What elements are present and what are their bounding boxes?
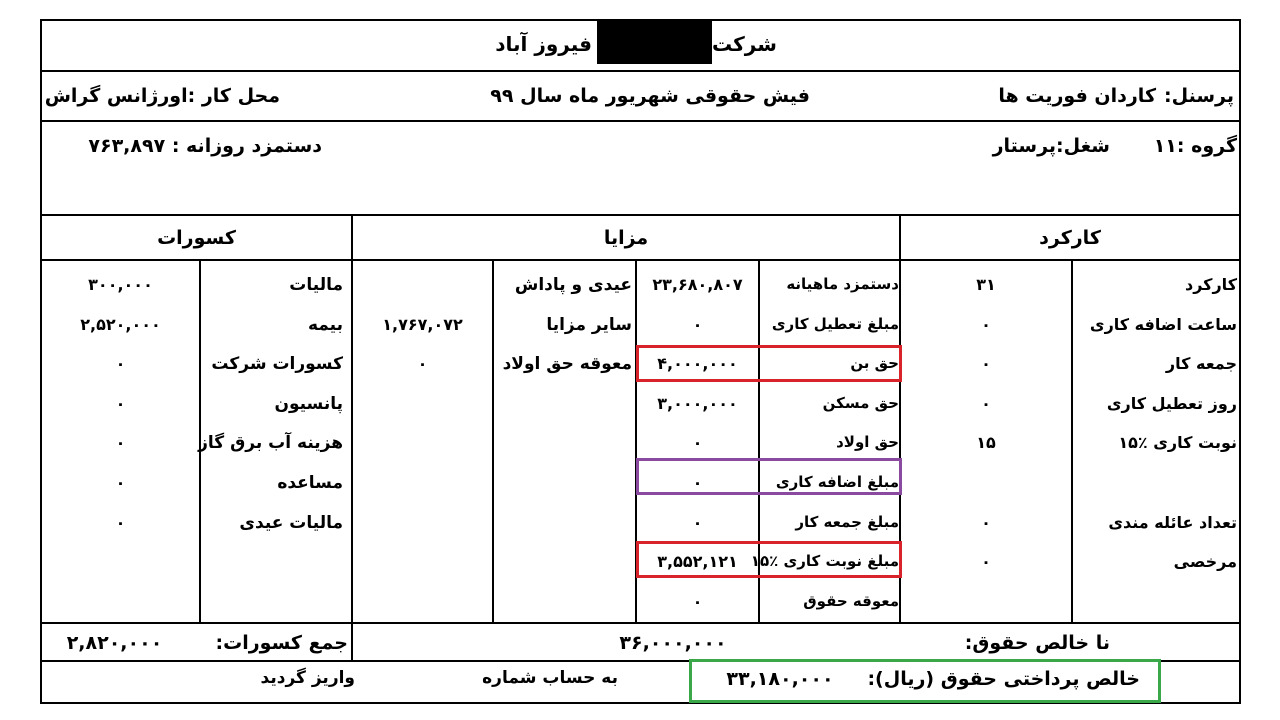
deductions-value: ۲,۸۲۰,۰۰۰ xyxy=(66,632,163,654)
mazaya-b-row-label: سایر مزایا xyxy=(546,314,632,335)
mazaya-a-row-value: ۰ xyxy=(692,591,703,611)
personnel-value: کاردان فوریت ها xyxy=(998,85,1156,107)
deductions-label: جمع کسورات: xyxy=(215,632,348,654)
mazaya-b-row-label: معوقه حق اولاد xyxy=(502,354,632,375)
daily-wage: دستمزد روزانه : ۷۶۳,۸۹۷ xyxy=(88,135,322,157)
kosurat-row-value: ۰ xyxy=(115,393,126,413)
mazaya-a-row-value: ۲۳,۶۸۰,۸۰۷ xyxy=(652,275,743,294)
mazaya-a-row-value: ۰ xyxy=(692,314,703,334)
workplace: محل کار :اورژانس گراش xyxy=(44,85,280,107)
karkard-row-value: ۰ xyxy=(981,512,991,532)
gross-label: نا خالص حقوق: xyxy=(964,632,1110,654)
karkard-row-label: نوبت کاری ٪۱۵ xyxy=(1118,433,1237,453)
kosurat-row-value: ۰ xyxy=(115,473,126,492)
gross-value: ۳۶,۰۰۰,۰۰۰ xyxy=(619,632,727,654)
mazaya-a-row-value: ۰ xyxy=(692,433,703,453)
karkard-row-label: تعداد عائله مندی xyxy=(1108,512,1237,532)
karkard-row-label: کارکرد xyxy=(1185,275,1237,294)
section-kosurat: کسورات xyxy=(157,227,236,249)
redacted-company-name xyxy=(597,20,712,64)
job: شغل:پرستار xyxy=(992,135,1110,157)
karkard-row-label: جمعه کار xyxy=(1165,354,1237,374)
karkard-row-value: ۰ xyxy=(981,552,991,572)
personnel-label: پرسنل: xyxy=(1164,85,1234,107)
account-label: به حساب شماره xyxy=(482,668,618,688)
mazaya-a-row-label: مبلغ اضافه کاری xyxy=(775,473,899,491)
slip-title: فیش حقوقی شهریور ماه سال ۹۹ xyxy=(490,85,810,107)
net-value: ۳۳,۱۸۰,۰۰۰ xyxy=(726,668,834,690)
mazaya-a-row-label: حق مسکن xyxy=(822,393,899,412)
mazaya-a-row-label: مبلغ تعطیل کاری xyxy=(771,314,899,333)
rule-under-info xyxy=(40,120,1241,122)
karkard-row-value: ۰ xyxy=(981,314,991,334)
karkard-row-label: ساعت اضافه کاری xyxy=(1089,314,1237,334)
company-suffix: فیروز آباد xyxy=(495,32,592,56)
rule-section-headers xyxy=(40,259,1241,261)
mazaya-a-row-value: ۰ xyxy=(692,512,703,532)
group: گروه :۱۱ xyxy=(1153,135,1237,157)
mazaya-b-row-value: ۱,۷۶۷,۰۷۲ xyxy=(382,314,463,334)
rule-table-bottom xyxy=(40,622,1241,624)
mazaya-a-row-label: حق بن xyxy=(850,354,899,373)
karkard-row-label: مرخصی xyxy=(1173,552,1237,572)
divider-mazaya-b-cols xyxy=(492,259,494,624)
kosurat-row-label: مالیات عیدی xyxy=(239,512,343,533)
kosurat-row-label: مساعده xyxy=(277,473,343,493)
mazaya-a-row-value: ۳,۰۰۰,۰۰۰ xyxy=(657,393,738,413)
mazaya-a-row-label: معوقه حقوق xyxy=(803,591,899,610)
mazaya-b-row-label: عیدی و پاداش xyxy=(514,275,632,295)
karkard-row-value: ۱۵ xyxy=(976,433,996,453)
kosurat-row-value: ۳۰۰,۰۰۰ xyxy=(88,275,153,294)
mazaya-a-row-label: حق اولاد xyxy=(836,433,899,452)
kosurat-row-label: مالیات xyxy=(289,275,343,295)
karkard-row-label: روز تعطیل کاری xyxy=(1106,393,1237,413)
mazaya-b-row-value: ۰ xyxy=(417,354,428,374)
section-mazaya: مزایا xyxy=(603,227,649,249)
mazaya-a-row-value: ۰ xyxy=(692,473,703,492)
karkard-row-value: ۰ xyxy=(981,354,991,374)
net-label: خالص پرداختی حقوق (ریال): xyxy=(867,668,1140,690)
kosurat-row-value: ۰ xyxy=(115,433,126,453)
karkard-row-value: ۰ xyxy=(981,393,991,413)
rule-under-title xyxy=(40,70,1241,72)
company-prefix: شرکت xyxy=(712,32,777,56)
mazaya-a-row-value: ۴,۰۰۰,۰۰۰ xyxy=(657,354,738,374)
kosurat-row-label: بیمه xyxy=(307,314,343,335)
mazaya-a-row-label: مبلغ نوبت کاری ٪۱۵ xyxy=(750,552,899,571)
kosurat-row-value: ۰ xyxy=(115,512,126,532)
divider-kosurat-mazaya xyxy=(351,214,353,662)
mazaya-a-row-label: دستمزد ماهیانه xyxy=(786,275,899,293)
karkard-row-value: ۳۱ xyxy=(976,275,996,294)
deposit-label: واریز گردید xyxy=(260,668,355,688)
highlight-shift xyxy=(636,541,902,578)
kosurat-row-label: پانسیون xyxy=(274,393,343,414)
mazaya-a-row-value: ۳,۵۵۲,۱۲۱ xyxy=(657,552,738,572)
kosurat-row-value: ۰ xyxy=(115,354,126,374)
mazaya-a-row-label: مبلغ جمعه کار xyxy=(795,512,899,531)
kosurat-row-value: ۲,۵۲۰,۰۰۰ xyxy=(80,314,161,334)
highlight-overtime xyxy=(636,458,902,495)
section-karkard: کارکرد xyxy=(1039,227,1101,249)
kosurat-row-label: هزینه آب برق گاز xyxy=(198,433,343,454)
rule-table-top xyxy=(40,214,1241,216)
divider-karkard-cols xyxy=(1071,259,1073,624)
kosurat-row-label: کسورات شرکت xyxy=(211,354,343,375)
highlight-bon xyxy=(636,345,902,382)
